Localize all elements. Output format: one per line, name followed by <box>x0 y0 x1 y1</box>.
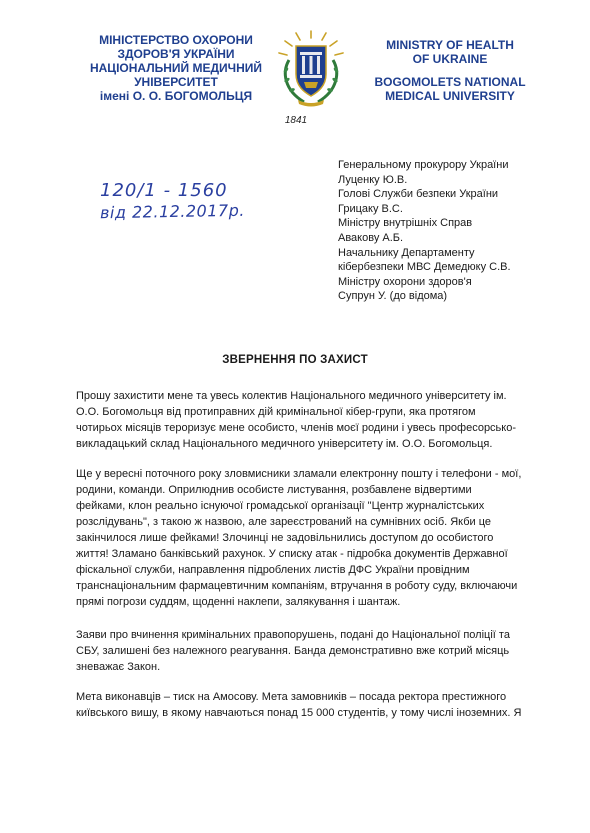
recipient-line: Міністру охорони здоров'я <box>338 275 472 288</box>
handwritten-reg-number: 120/1 - 1560 <box>100 180 228 201</box>
body-paragraph <box>76 388 526 452</box>
handwritten-reg-date: від 22.12.2017р. <box>99 200 246 223</box>
paragraph-line: прямі погрози суддям, щоденні наклепи, залякування і шантаж. <box>76 596 401 608</box>
letterhead-ua-line: УНІВЕРСИТЕТ <box>134 75 218 89</box>
letterhead-en-line: OF UKRAINE <box>412 52 488 66</box>
paragraph-line: Прошу захистити мене та увесь колектив Національного медичного університету ім. <box>76 390 507 402</box>
letterhead-ukrainian <box>78 33 274 103</box>
paragraph-line: фіскальної служби, направлення підроблених листів ДФС України провідним <box>76 564 470 576</box>
body-paragraph <box>76 466 526 610</box>
paragraph-line: Ще у вересні поточного року зловмисники зламали електронну пошту і телефони - мої, <box>76 468 522 480</box>
paragraph-line: Мета виконавців – тиск на Амосову. Мета замовників – посада ректора престижного <box>76 691 507 703</box>
paragraph-line: закінчилося лише фейками! Злочинці не задовільнились доступом до особистого <box>76 532 494 544</box>
founding-year: 1841 <box>284 115 308 126</box>
university-crest-icon <box>274 30 348 108</box>
recipient-line: Генеральному прокурору України <box>338 159 509 171</box>
recipient-line: Начальнику Департаменту <box>338 246 475 259</box>
paragraph-line: чотирьох місяців тероризує мене особисто, членів моєї родини і увесь професорсько- <box>76 422 517 434</box>
document-title: ЗВЕРНЕННЯ ПО ЗАХИСТ <box>222 354 368 366</box>
paragraph-line: СБУ, залишені без належного реагування. Банда демонстративно вже котрий місяць <box>76 645 510 657</box>
letterhead-ua-line: МІНІСТЕРСТВО ОХОРОНИ <box>99 33 253 47</box>
letterhead-en-line: BOGOMOLETS NATIONAL <box>374 75 526 89</box>
letterhead-en-line: MEDICAL UNIVERSITY <box>385 89 515 103</box>
paragraph-line: викладацький склад Національного медичного університету ім. О.О. Богомольця. <box>76 438 493 450</box>
paragraph-line: життя! Зламано банківський рахунок. У списку атак - підробка документів Державної <box>76 548 508 560</box>
paragraph-line: київського вишу, в якому навчаються понад 15 000 студентів, у тому числі іноземних. Я <box>76 707 522 719</box>
paragraph-line: зневажає Закон. <box>76 661 161 673</box>
body-paragraph <box>76 689 526 721</box>
letterhead-ua-line: ЗДОРОВ'Я УКРАЇНИ <box>117 47 235 61</box>
body-paragraph <box>76 627 526 675</box>
paragraph-line: родини, команди. Оприлюднив особисте листування, розбавлене відвертими <box>76 484 472 496</box>
letterhead-english <box>365 38 535 103</box>
paragraph-line: Заяви про вчинення кримінальних правопорушень, подані до Національної поліції та <box>76 629 510 641</box>
paragraph-line: фейками, клон реально існуючої громадської організації "Центр журналістських <box>76 500 485 512</box>
letterhead-en-line: MINISTRY OF HEALTH <box>386 38 514 52</box>
recipient-line: Авакову А.Б. <box>338 231 404 244</box>
paragraph-line: транснаціональним фармацевтичним компаніям, втручання в роботу суду, включаючи <box>76 580 518 592</box>
paragraph-line: розслідувань", з такою ж назвою, але зареєстрований на сумнівних осіб. Якби це <box>76 516 492 528</box>
recipient-line: Супрун У. (до відома) <box>338 290 448 303</box>
recipient-line: кібербезпеки МВС Демедюку С.В. <box>338 261 511 274</box>
letterhead-gap <box>365 66 535 75</box>
recipients-block <box>338 158 568 304</box>
recipient-line: Голові Служби безпеки України <box>338 188 499 201</box>
recipient-line: Грицаку В.С. <box>338 202 403 215</box>
letterhead-ua-line: імені О. О. БОГОМОЛЬЦЯ <box>99 89 253 103</box>
paragraph-line: О.О. Богомольця від протиправних дій кримінальної кібер-групи, яка протягом <box>76 406 476 418</box>
recipient-line: Міністру внутрішніх Справ <box>338 217 473 230</box>
letterhead-ua-line: НАЦІОНАЛЬНИЙ МЕДИЧНИЙ <box>89 61 263 75</box>
recipient-line: Луценку Ю.В. <box>338 173 408 186</box>
